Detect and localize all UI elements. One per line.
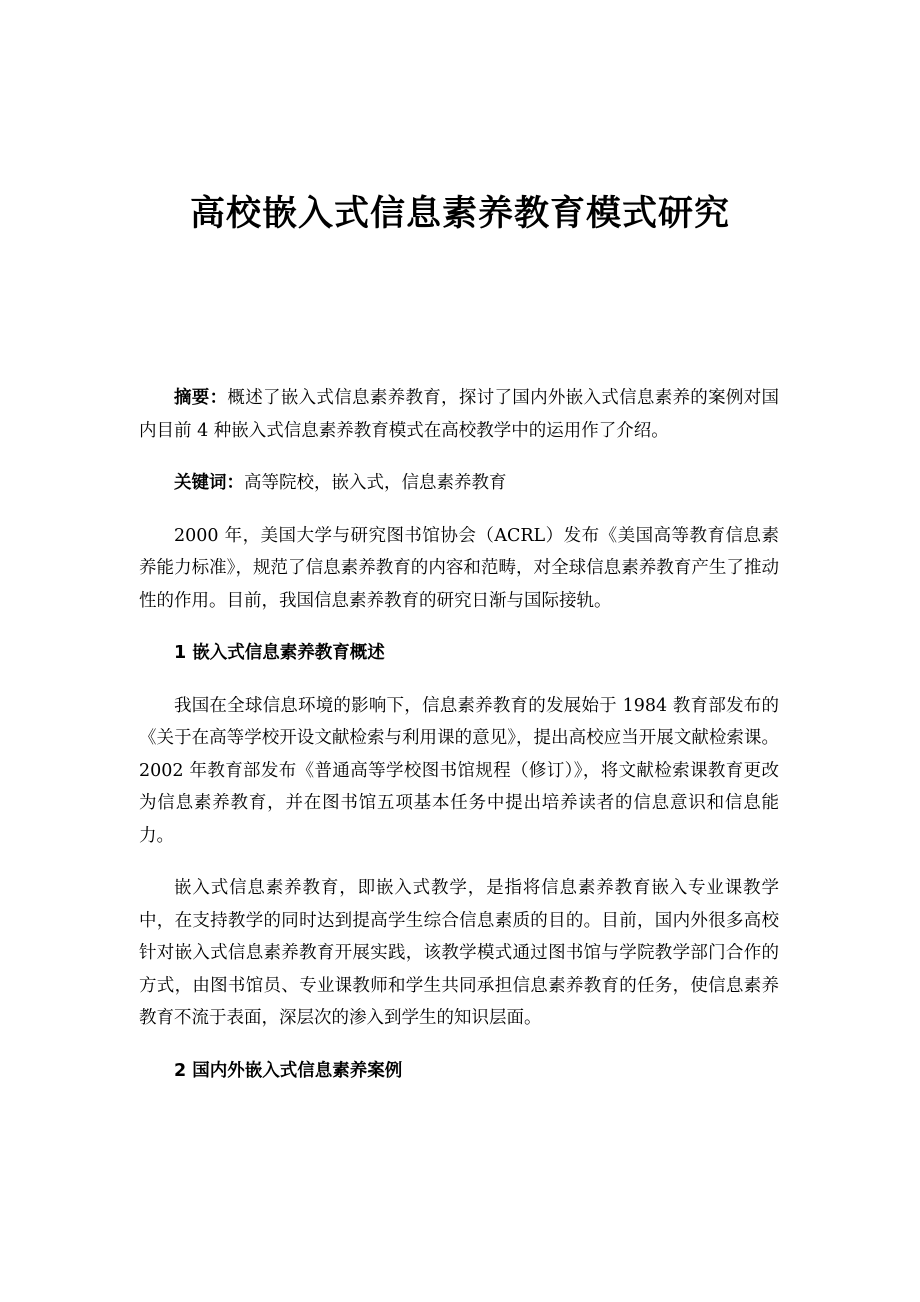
abstract-label: 摘要： — [174, 388, 228, 408]
abstract-paragraph — [139, 382, 779, 447]
section-2-heading: 2 国内外嵌入式信息素养案例 — [174, 1060, 403, 1081]
section-1-paragraph-1: 我国在全球信息环境的影响下，信息素养教育的发展始于 1984 教育部发布的《关于在高等学校开设文献检索与利用课的意见》，提出高校应当开展文献检索课。2002 年教育部发布《普通高等学校图书馆规程（修订）》，将文献检索课教育更改为信息素养教育，并在图书馆五项基本任务中提出培养读者的信息意识和信息能力。 — [139, 695, 779, 846]
document-title: 高校嵌入式信息素养教育模式研究 — [189, 194, 730, 234]
document-body — [139, 382, 779, 1107]
keywords-label: 关键词： — [174, 473, 244, 493]
section-1-paragraph-2: 嵌入式信息素养教育，即嵌入式教学，是指将信息素养教育嵌入专业课教学中，在支持教学的同时达到提高学生综合信息素质的目的。目前，国内外很多高校针对嵌入式信息素养教育开展实践，该教学模式通过图书馆与学院教学部门合作的方式，由图书馆员、专业课教师和学生共同承担信息素养教育的任务，使信息素养教育不流于表面，深层次的渗入到学生的知识层面。 — [139, 878, 779, 1028]
section-1-heading: 1 嵌入式信息素养教育概述 — [174, 643, 385, 663]
keywords-text: 高等院校，嵌入式，信息素养教育 — [244, 473, 507, 493]
keywords-paragraph — [139, 467, 779, 500]
abstract-text: 概述了嵌入式信息素养教育，探讨了国内外嵌入式信息素养的案例对国内目前 4 种嵌入式信息素养教育模式在高校教学中的运用作了介绍。 — [139, 388, 780, 441]
intro-paragraph: 2000 年，美国大学与研究图书馆协会（ACRL）发布《美国高等教育信息素养能力标准》，规范了信息素养教育的内容和范畴，对全球信息素养教育产生了推动性的作用。目前，我国信息素养教育的研究日渐与国际接轨。 — [139, 525, 779, 611]
